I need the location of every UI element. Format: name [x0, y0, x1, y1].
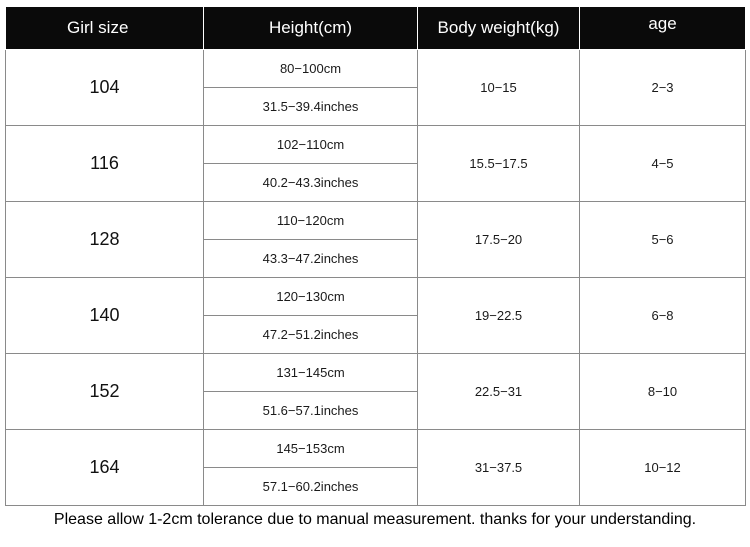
- size-value: 128: [6, 202, 204, 278]
- weight-value: 31−37.5: [418, 430, 580, 506]
- table-row: [6, 278, 746, 316]
- height-inches-value: 47.2−51.2inches: [204, 316, 418, 354]
- age-value: 2−3: [580, 50, 746, 126]
- table-row: [6, 354, 746, 392]
- height-cm-value: 102−110cm: [204, 126, 418, 164]
- table-row: [6, 126, 746, 164]
- weight-value: 15.5−17.5: [418, 126, 580, 202]
- age-value: 8−10: [580, 354, 746, 430]
- table-row: [6, 202, 746, 240]
- height-inches-value: 51.6−57.1inches: [204, 392, 418, 430]
- height-cm-value: 145−153cm: [204, 430, 418, 468]
- header-body-weight: Body weight(kg): [418, 7, 580, 50]
- height-inches-value: 43.3−47.2inches: [204, 240, 418, 278]
- weight-value: 22.5−31: [418, 354, 580, 430]
- tolerance-note: Please allow 1-2cm tolerance due to manual measurement. thanks for your understanding.: [53, 511, 697, 528]
- height-inches-value: 40.2−43.3inches: [204, 164, 418, 202]
- weight-value: 17.5−20: [418, 202, 580, 278]
- header-girl-size: Girl size: [6, 7, 204, 50]
- age-value: 4−5: [580, 126, 746, 202]
- height-inches-value: 31.5−39.4inches: [204, 88, 418, 126]
- size-value: 104: [6, 50, 204, 126]
- header-age: age: [580, 7, 746, 50]
- size-value: 152: [6, 354, 204, 430]
- size-chart-table: [5, 6, 746, 506]
- size-value: 116: [6, 126, 204, 202]
- header-height: Height(cm): [204, 7, 418, 50]
- size-value: 164: [6, 430, 204, 506]
- table-row: [6, 50, 746, 88]
- height-cm-value: 110−120cm: [204, 202, 418, 240]
- height-cm-value: 131−145cm: [204, 354, 418, 392]
- age-value: 5−6: [580, 202, 746, 278]
- table-row: [6, 430, 746, 468]
- age-value: 10−12: [580, 430, 746, 506]
- weight-value: 10−15: [418, 50, 580, 126]
- weight-value: 19−22.5: [418, 278, 580, 354]
- size-value: 140: [6, 278, 204, 354]
- height-cm-value: 80−100cm: [204, 50, 418, 88]
- header-row: [6, 7, 746, 50]
- age-value: 6−8: [580, 278, 746, 354]
- height-inches-value: 57.1−60.2inches: [204, 468, 418, 506]
- height-cm-value: 120−130cm: [204, 278, 418, 316]
